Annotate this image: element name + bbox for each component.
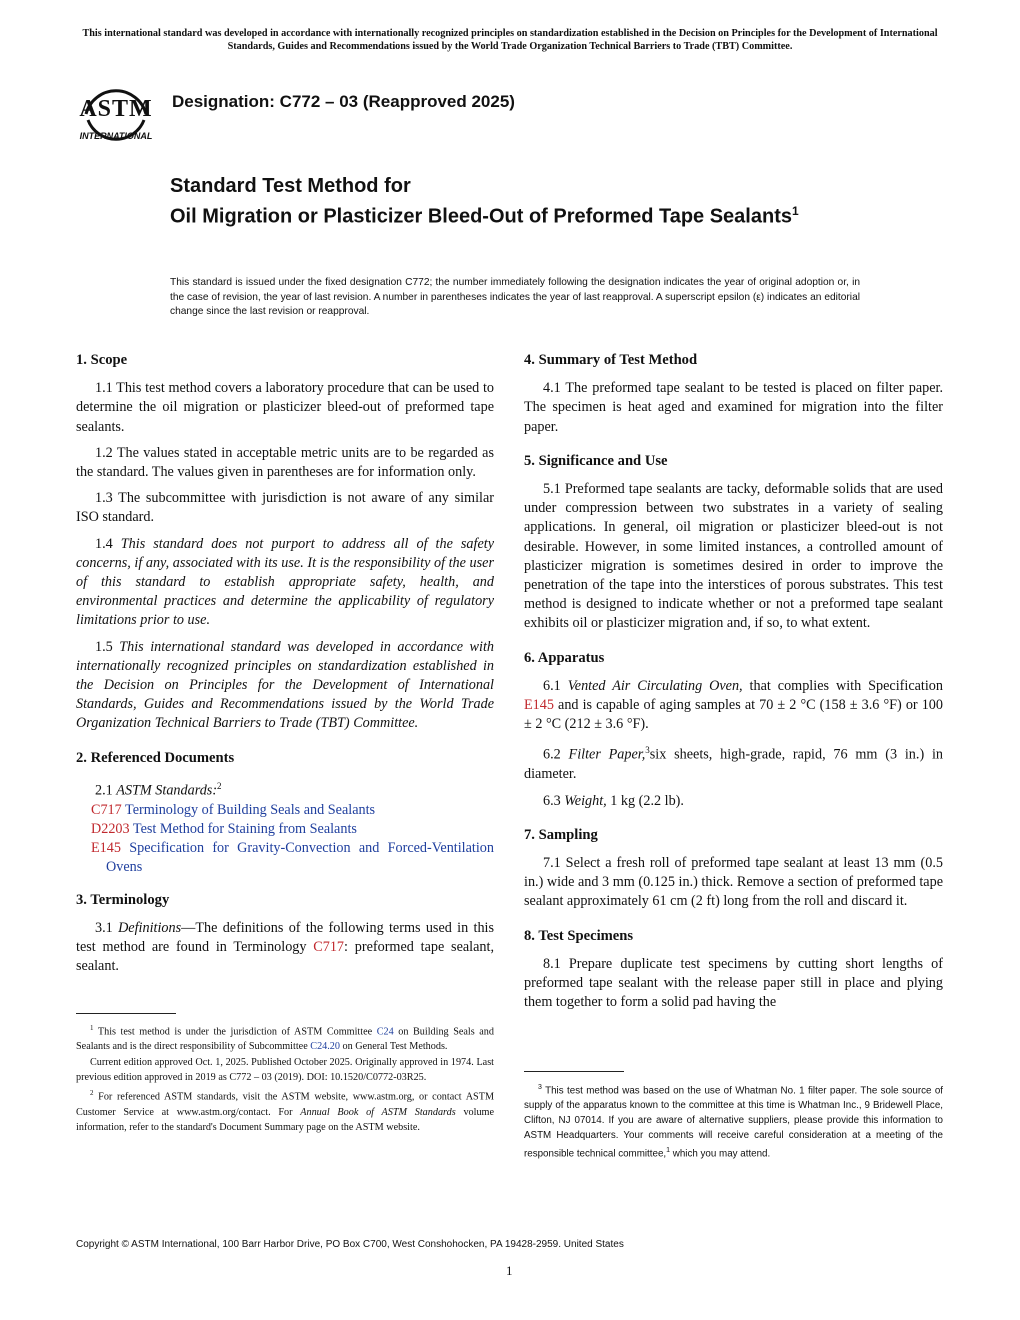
committee-link[interactable]: C24 (376, 1026, 394, 1038)
footnote-text: on Building Seals and Sealants and is the direct responsibility of Subcommittee (76, 1026, 494, 1053)
footnote-text: volume information, refer to the standard's Document Summary page on the ASTM website. (76, 1106, 495, 1133)
apparatus-term: Filter Paper, (568, 747, 646, 764)
footnote-text: For referenced ASTM standards, visit the ASTM website, www.astm.org, or contact ASTM Customer Service at www.astm.org/contact. For (76, 1091, 494, 1118)
footnote-italic-text: Annual Book of ASTM Standards (300, 1106, 456, 1118)
section-heading: 3. Terminology (76, 891, 170, 908)
apparatus-term: Vented Air Circulating Oven, (567, 677, 743, 694)
title-line2: Oil Migration or Plasticizer Bleed-Out of Preformed Tape Sealants (170, 205, 792, 228)
paragraph-text: that complies with Specification (742, 677, 943, 694)
subsection-title: ASTM Standards: (116, 782, 218, 799)
paragraph (524, 792, 943, 811)
subcommittee-link[interactable]: C24.20 (310, 1041, 340, 1053)
reference-item[interactable] (91, 839, 494, 877)
paragraph (76, 919, 494, 977)
footnote-mark: 1 (666, 1147, 671, 1155)
section-heading: 5. Significance and Use (524, 452, 668, 469)
footnote-mark: 2 (90, 1089, 94, 1098)
footnote-rule (524, 1071, 624, 1072)
reference-list (76, 801, 494, 878)
section-heading: 6. Apparatus (524, 649, 605, 666)
reference-item[interactable] (91, 820, 494, 839)
right-column (524, 351, 943, 1019)
fixed-designation-note: This standard is issued under the fixed designation C772; the number immediately following the designation indicates the year of original adoption or, in the case of revision, the year of last revision. A number in parentheses indicates the year of last reapproval. A superscript epsilon (ε) indicates an editorial change since the last revision or reapproval. (170, 277, 860, 318)
footnote-text: which you may attend. (670, 1148, 771, 1160)
page-number: 1 (506, 1263, 513, 1278)
paragraph-number: 1.5 (95, 638, 120, 655)
paragraph: 5.1 Preformed tape sealants are tacky, deformable solids that are used under compression between two substrates in a variety of sealing applications. In general, oil migration or plasticizer bleed-out is not desirable. However, in some limited instances, a controlled amount of plasticizer migration is sometimes desired in order to improve the penetration of the tape into the interstices of porous substrates. This test method is designed to indicate whether or not a preformed tape sealant exhibits oil or plasticizer migration and, if so, to what extent. (524, 481, 943, 632)
reference-code-link[interactable]: E145 (91, 840, 121, 857)
footnote-text: This test method is under the jurisdiction of ASTM Committee (93, 1026, 377, 1038)
apparatus-term: Weight, (564, 792, 607, 809)
astm-logo (68, 76, 164, 146)
reference-title-link[interactable]: Terminology of Building Seals and Sealants (121, 801, 376, 818)
paragraph-text: 1 kg (2.2 lb). (606, 792, 684, 809)
section-heading: 4. Summary of Test Method (524, 352, 698, 368)
footnotes-right (524, 1080, 943, 1163)
reference-item[interactable] (91, 801, 494, 820)
footnote: Current edition approved Oct. 1, 2025. Published October 2025. Originally approved in 1974. Last previous edition approved in 2019 as C772 – 03 (2019). DOI: 10.1520/C0772-03R25. (76, 1057, 494, 1084)
terminology-link[interactable]: C717 (313, 939, 345, 956)
footnotes-left (76, 1021, 494, 1136)
reference-title-link[interactable]: Specification for Gravity-Convection and Forced-Ventilation Ovens (106, 840, 494, 876)
title-main (170, 199, 890, 230)
paragraph: 8.1 Prepare duplicate test specimens by cutting short lengths of preformed tape sealant with the release paper still in place and plying them together to form a solid pad having the (524, 955, 943, 1011)
definition-term: Definitions (118, 919, 182, 936)
paragraph-text: six sheets, high-grade, rapid, 76 mm (3 in.) in diameter. (524, 747, 943, 783)
paragraph (76, 638, 494, 734)
paragraph-number: 6.2 (543, 747, 569, 764)
section-heading: 8. Test Specimens (524, 927, 634, 944)
footnote (524, 1080, 943, 1162)
footnote-mark: 2 (217, 780, 222, 791)
reference-code-link[interactable]: D2203 (91, 821, 130, 837)
paragraph-italic-text: This international standard was developed in accordance with internationally recognized principles on standardization established in the Decision on Principles for the Development of International Standards, Guides and Recommendations issued by the World Trade Organization Technical Barriers to Trade (TBT) Committee. (76, 638, 494, 732)
paragraph (524, 741, 943, 784)
copyright: Copyright © ASTM International, 100 Barr Harbor Drive, PO Box C700, West Conshohocken, PA 19428-2959. United States (76, 1239, 624, 1250)
paragraph: 7.1 Select a fresh roll of preformed tape sealant at least 13 mm (0.5 in.) wide and 3 mm (0.125 in.) thick. Remove a section of preformed tape sealant approximately 61 cm (2 ft) long from the roll and discard it. (524, 855, 943, 910)
paragraph (76, 535, 494, 631)
paragraph-number: 6.1 (543, 677, 568, 694)
paragraph-number: 2.1 (95, 782, 117, 799)
paragraph-text: —The definitions of the following terms used in this test method are found in Terminology (76, 919, 495, 956)
title-footnote-mark: 1 (791, 204, 799, 218)
reference-code-link[interactable]: C717 (91, 801, 122, 818)
paragraph (524, 677, 943, 735)
astm-logo-icon (68, 76, 164, 146)
section-heading: 7. Sampling (524, 826, 598, 843)
footnote (76, 1086, 494, 1134)
reference-title-link[interactable]: Test Method for Staining from Sealants (129, 821, 357, 837)
footnote-mark: 3 (538, 1084, 542, 1091)
paragraph: 1.1 This test method covers a laboratory procedure that can be used to determine the oil migration or plasticizer bleed-out of preformed tape sealants. (76, 380, 494, 435)
top-notice: This international standard was developed in accordance with internationally recognized principles on standardization established in the Decision on Principles for the Development of International Standards, Guides and Recommendations issued by the World Trade Organization Technical Barriers to Trade (TBT) Committee. (82, 28, 938, 52)
footnote-rule (76, 1013, 176, 1014)
footnote-text: This test method was based on the use of Whatman No. 1 filter paper. The sole source of supply of the apparatus known to the committee at this time is Whatman Inc., 9 Bridewell Place, Clifton, NJ 07014. If you are aware of alternative suppliers, please provide this information to ASTM Headquarters. Your comments will receive careful consideration at a meeting of the responsible technical committee, (524, 1085, 943, 1160)
paragraph-number: 6.3 (543, 792, 565, 809)
title-line1: Standard Test Method for (170, 175, 411, 197)
paragraph-italic-text: This standard does not purport to address all of the safety concerns, if any, associated with its use. It is the responsibility of the user of this standard to establish appropriate safety, health, and environmental practices and determine the applicability of regulatory limitations prior to use. (76, 535, 494, 629)
footnote-mark: 3 (645, 745, 650, 756)
paragraph: 1.2 The values stated in acceptable metric units are to be regarded as the standard. The values given in parentheses are for information only. (76, 444, 494, 481)
footnote-text: on General Test Methods. (340, 1041, 448, 1053)
paragraph-text: : preformed tape sealant, sealant. (76, 939, 494, 975)
logo-subtext: INTERNATIONAL (79, 131, 153, 141)
paragraph-number: 1.4 (95, 535, 121, 552)
section-heading: 2. Referenced Documents (76, 749, 235, 766)
paragraph-text: and is capable of aging samples at 70 ± 2 °C (158 ± 3.6 °F) or 100 ± 2 °C (212 ± 3.6 °F). (524, 697, 943, 733)
footnote (76, 1021, 494, 1054)
logo-text: ASTM (79, 96, 153, 122)
paragraph: 1.3 The subcommittee with jurisdiction is not aware of any similar ISO standard. (76, 490, 494, 526)
paragraph-number: 3.1 (95, 919, 119, 936)
footnote-mark: 1 (90, 1024, 94, 1032)
section-heading: 1. Scope (76, 352, 128, 368)
specification-link[interactable]: E145 (524, 697, 554, 714)
left-column (76, 351, 494, 983)
title-block (170, 174, 890, 230)
designation: Designation: C772 – 03 (Reapproved 2025) (172, 92, 515, 111)
paragraph: 4.1 The preformed tape sealant to be tested is placed on filter paper. The specimen is heat aged and examined for migration into the filter paper. (524, 380, 943, 435)
paragraph (76, 777, 494, 801)
